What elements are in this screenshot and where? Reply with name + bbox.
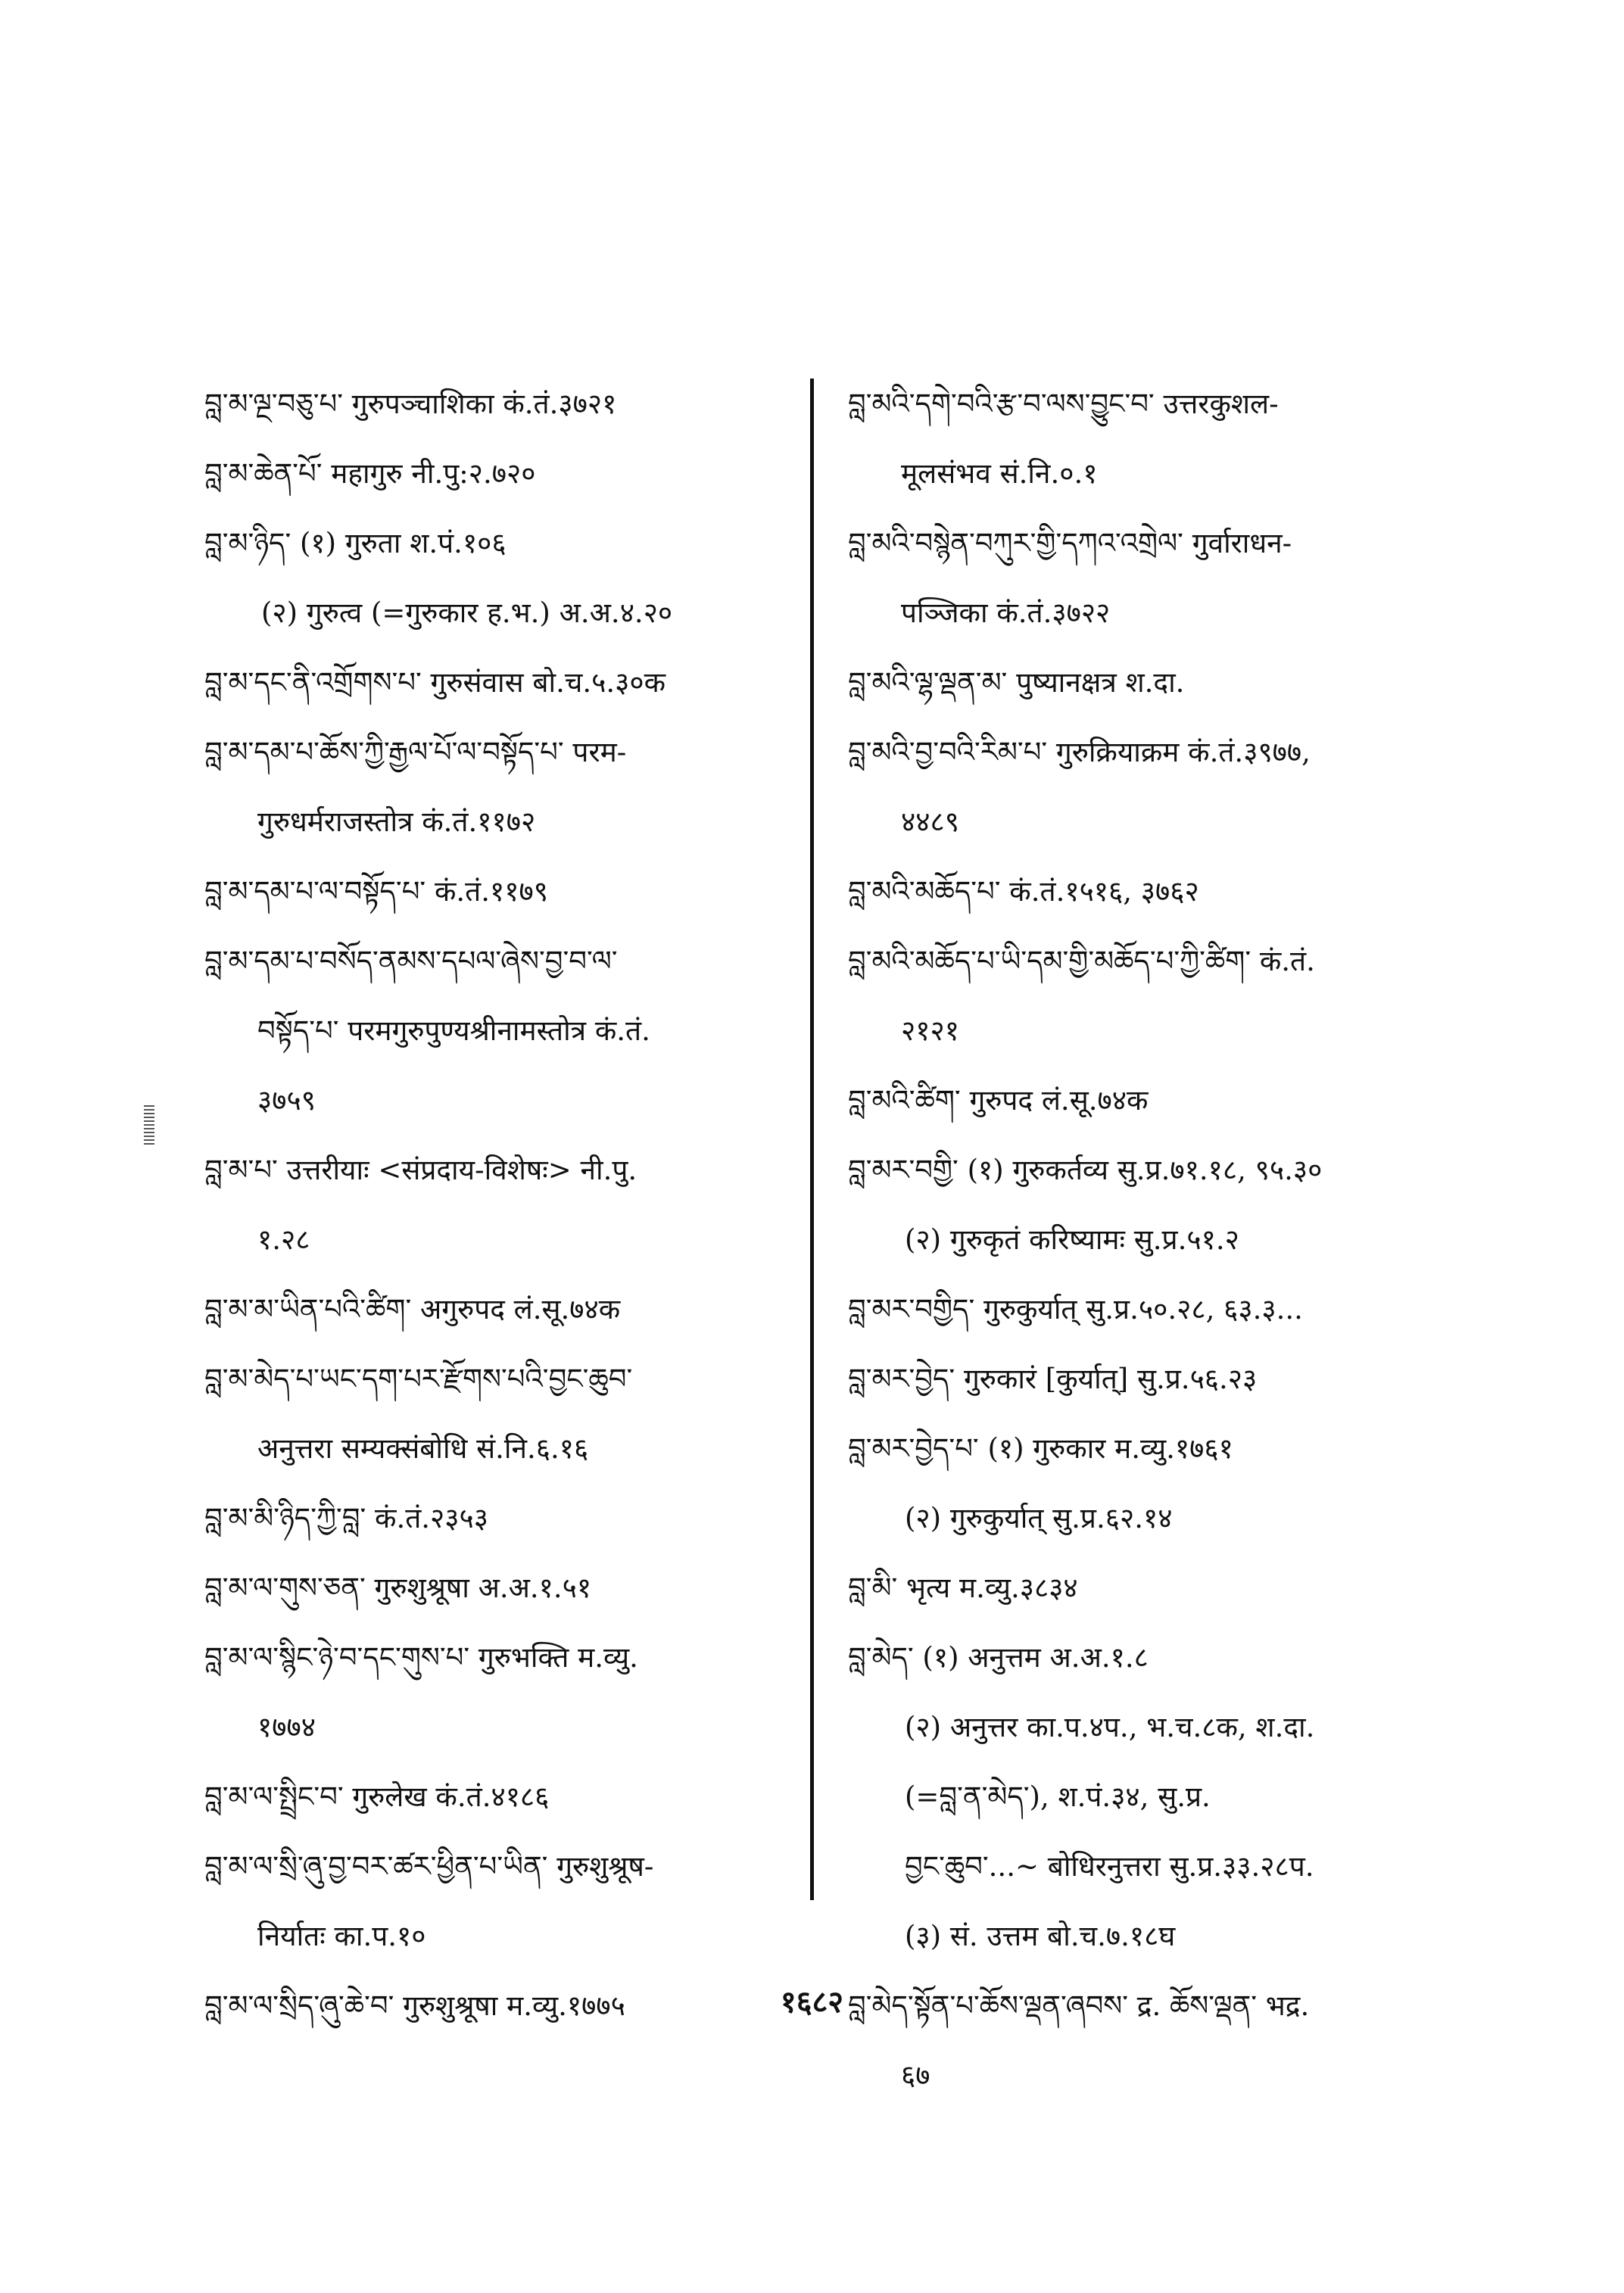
entry-line: अनुत्तरा सम्यक्संबोधि सं.नि.६.१६ bbox=[257, 1432, 589, 1465]
entry-line: བླ་མ་ལྔ་བཅུ་པ་ गुरुपञ्चाशिका कं.तं.३७२१ bbox=[204, 388, 617, 420]
right-column bbox=[848, 369, 1454, 2111]
entry-line: བླ་མ་མེད་པ་ཡང་དག་པར་རྫོགས་པའི་བྱང་ཆུབ་ bbox=[204, 1363, 633, 1395]
entry-line: བླ་མའི་མཆོད་པ་ཡི་དམ་གྱི་མཆོད་པ་ཀྱི་ཚིག་ कं.तं. bbox=[848, 945, 1315, 977]
entry-line: मूलसंभव सं.नि.०.१ bbox=[901, 457, 1098, 490]
entry-line: निर्यातः का.प.१० bbox=[257, 1920, 426, 1952]
entry-line: བླ་མེད་སྟོན་པ་ཆོས་ལྡན་ཞབས་ द्र. ཆོས་ལྡན་ भद्र. bbox=[848, 1989, 1310, 2022]
entry-line: (=བླ་ན་མེད་), श.पं.३४, सु.प्र. bbox=[905, 1781, 1211, 1813]
entry-line: ३७५९ bbox=[257, 1084, 316, 1117]
entry-line: पञ्जिका कं.तं.३७२२ bbox=[901, 597, 1111, 629]
entry-line: བླ་མེད་ (१) अनुत्तम अ.अ.१.८ bbox=[848, 1641, 1149, 1674]
entry-line: བླ་མ་དང་ནི་འགྲོགས་པ་ गुरुसंवास बो.च.५.३०क bbox=[204, 666, 666, 699]
entry-line: गुरुधर्मराजस्तोत्र कं.तं.११७२ bbox=[257, 805, 536, 838]
entry-line: བླ་མ་མི་ཉིད་ཀྱི་བླ་ कं.तं.२३५३ bbox=[204, 1502, 489, 1534]
entry-line: བླ་མ་ལ་སྙིང་ཉེ་བ་དང་གུས་པ་ गुरुभक्ति म.व्यु. bbox=[204, 1641, 638, 1674]
entry-line: བླ་མའི་བྱ་བའི་རིམ་པ་ गुरुक्रियाक्रम कं.तं.३९७७, bbox=[848, 736, 1311, 768]
entry-line: བླ་མ་པ་ उत्तरीयाः <संप्रदाय-विशेषः> नी.पु. bbox=[204, 1154, 637, 1186]
entry-line: (२) गुरुकृतं करिष्यामः सु.प्र.५१.२ bbox=[905, 1223, 1239, 1256]
entry-line: བླ་མའི་ཚིག་ गुरुपद लं.सू.७४क bbox=[848, 1084, 1149, 1117]
entry-line: (२) गुरुत्व (=गुरुकार ह.भ.) अ.अ.४.२० bbox=[261, 597, 673, 629]
entry-line: བླ་མར་བགྱི་ (१) गुरुकर्तव्य सु.प्र.७१.१८, ९५.३० bbox=[848, 1154, 1323, 1186]
entry-line: (२) गुरुकुर्यात् सु.प्र.६२.१४ bbox=[905, 1502, 1173, 1534]
entry-line: (२) अनुत्तर का.प.४प., भ.च.८क, श.दा. bbox=[905, 1711, 1315, 1743]
entry-line: བླ་མའི་དགེ་བའི་རྩ་བ་ལས་བྱུང་བ་ उत्तरकुशल- bbox=[848, 388, 1279, 420]
entry-line: བླ་མ་དམ་པ་ལ་བསྟོད་པ་ कं.तं.११७९ bbox=[204, 875, 548, 908]
entry-line: २१२१ bbox=[901, 1014, 959, 1047]
entry-line: १७७४ bbox=[257, 1711, 316, 1743]
entry-line: བླ་མ་ལ་གུས་ཅན་ गुरुशुश्रूषा अ.अ.१.५१ bbox=[204, 1572, 592, 1604]
entry-line: བསྟོད་པ་ परमगुरुपुण्यश्रीनामस्तोत्र कं.तं. bbox=[257, 1014, 650, 1047]
margin-mark bbox=[144, 1105, 154, 1147]
entry-line: བླ་མ་ཆེན་པོ་ महागुरु नी.पु:२.७२० bbox=[204, 457, 536, 490]
entry-line: བླ་མའི་མཆོད་པ་ कं.तं.१५१६, ३७६२ bbox=[848, 875, 1199, 908]
entry-line: བླ་མ་དམ་པ་ཆོས་ཀྱི་རྒྱལ་པོ་ལ་བསྟོད་པ་ परम- bbox=[204, 736, 627, 768]
entry-line: བླ་མ་མ་ཡིན་པའི་ཚིག་ अगुरुपद लं.सू.७४क bbox=[204, 1293, 621, 1326]
entry-line: (३) सं. उत्तम बो.च.७.१८घ bbox=[905, 1920, 1176, 1952]
entry-line: བླ་མི་ भृत्य म.व्यु.३८३४ bbox=[848, 1572, 1078, 1604]
left-column bbox=[204, 369, 803, 2041]
entry-line: བླ་མ་དམ་པ་བསོད་ནམས་དཔལ་ཞེས་བྱ་བ་ལ་ bbox=[204, 945, 618, 977]
entry-line: ४४८९ bbox=[901, 805, 959, 838]
entry-line: १.२८ bbox=[257, 1223, 310, 1256]
page-number: १६८२ bbox=[780, 1985, 844, 2020]
entry-line: བླ་མར་བྱེད་པ་ (१) गुरुकार म.व्यु.१७६१ bbox=[848, 1432, 1233, 1465]
entry-line: བླ་མར་བྱེད་ गुरुकारं [कुर्यात्] सु.प्र.५६.२३ bbox=[848, 1363, 1258, 1395]
entry-line: ६७ bbox=[901, 2059, 930, 2092]
column-divider bbox=[810, 379, 814, 1900]
entry-line: བླ་མ་ཉིད་ (१) गुरुता श.पं.१०६ bbox=[204, 527, 507, 559]
entry-line: བླ་མ་ལ་སྤྲིང་བ་ गुरुलेख कं.तं.४१८६ bbox=[204, 1781, 550, 1813]
entry-line: བླ་མར་བགྱིད་ गुरुकुर्यात् सु.प्र.५०.२८, ६३.३... bbox=[848, 1293, 1303, 1326]
entry-line: བླ་མའི་ལྷ་ལྡན་མ་ पुष्यानक्षत्र श.दा. bbox=[848, 666, 1185, 699]
entry-line: བྱང་ཆུབ་...~ बोधिरनुत्तरा सु.प्र.३३.२८प. bbox=[905, 1850, 1314, 1883]
entry-line: བླ་མ་ལ་སྲི་ཞུ་བྱ་བར་ཚར་ཕྱིན་པ་ཡིན་ गुरुशुश्रूष- bbox=[204, 1850, 654, 1883]
entry-line: བླ་མ་ལ་སྲིད་ཞུ་ཆེ་བ་ गुरुशुश्रूषा म.व्यु.१७७५ bbox=[204, 1989, 625, 2022]
entry-line: བླ་མའི་བསྙེན་བཀུར་གྱི་དཀའ་འགྲེལ་ गुर्वाराधन- bbox=[848, 527, 1292, 559]
